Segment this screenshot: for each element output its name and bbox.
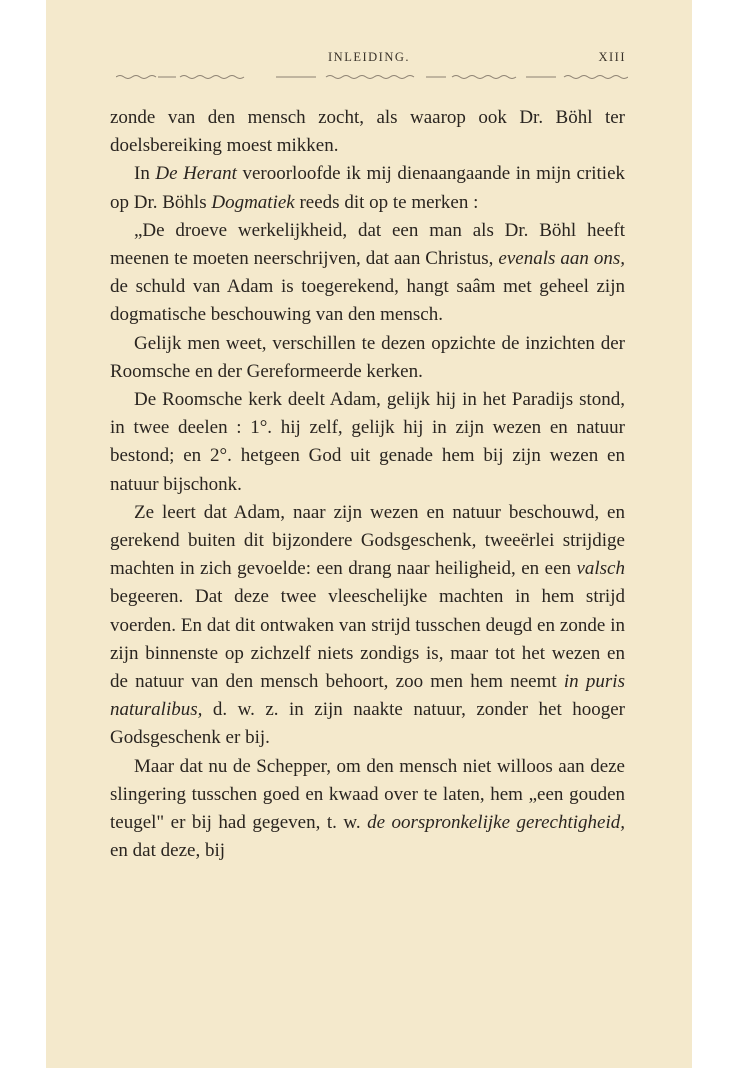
text-segment: d. w. z. in zijn naakte natuur, zonder het hooger Godsgeschenk er bij.	[110, 699, 625, 749]
text-segment: Ze leert dat Adam, naar zijn wezen en natuur beschouwd, en gerekend buiten dit bijzondere Godsgeschenk, tweeërlei strijdige machten in zich gevoelde: een drang naar heiligheid, en een	[110, 501, 625, 580]
text-segment: reeds dit op te merken :	[294, 191, 479, 213]
paragraph-1	[110, 104, 625, 160]
text-segment: de schuld van Adam is toegerekend, hangt saâm met geheel zijn dogmatische beschouwing van den mensch.	[110, 276, 625, 326]
text-segment: „De droeve werkelijkheid, dat een man als Dr. Böhl heeft meenen te moeten neerschrijven, dat aan Christus,	[110, 219, 625, 270]
page-number: XIII	[598, 50, 626, 64]
running-title: INLEIDING.	[328, 50, 410, 64]
italic-phrase: Dogmatiek	[211, 191, 295, 213]
paragraph-5	[110, 386, 625, 499]
text-segment: Gelijk men weet, verschillen te dezen opzichte de inzichten der Roomsche en der Gereformeerde kerken.	[110, 332, 625, 382]
italic-phrase: in puris naturalibus,	[110, 671, 625, 721]
paragraph-2	[110, 160, 625, 216]
book-page	[46, 0, 692, 1068]
paragraph-6	[110, 499, 625, 753]
paragraph-4	[110, 330, 625, 386]
paragraph-7	[110, 753, 625, 866]
text-segment: De Roomsche kerk deelt Adam, gelijk hij in het Paradijs stond, in twee deelen : 1°. hij zelf, gelijk hij in zijn wezen en natuur bestond; en 2°. hetgeen God uit genade hem bij zijn wezen en natuur bijschonk.	[110, 389, 625, 495]
header-ornament-rule	[116, 70, 628, 82]
text-segment: In	[134, 163, 156, 185]
italic-phrase: de oorspronkelijke gerechtigheid,	[367, 812, 625, 834]
text-segment: zonde van den mensch zocht, als waarop ook Dr. Böhl ter doelsbereiking moest mikken.	[110, 107, 625, 157]
text-segment: Maar dat nu de Schepper, om den mensch niet willoos aan deze slingering tusschen goed en kwaad over te laten, hem „een gouden teugel" er bij had gegeven, t. w.	[110, 755, 625, 834]
paragraph-3	[110, 217, 625, 330]
italic-phrase: evenals aan ons,	[498, 248, 625, 270]
text-segment: veroorloofde ik mij dienaangaande in mijn critiek op Dr. Böhls	[110, 163, 625, 213]
page-header	[112, 50, 626, 70]
italic-phrase: valsch	[576, 558, 625, 580]
text-segment: begeeren. Dat deze twee vleeschelijke machten in hem strijd voerden. En dat dit ontwaken van strijd tusschen deugd en zonde in zijn binnenste op zichzelf niets zondigs is, maar tot het wezen en de natuur van den mensch behoort, zoo men hem neemt	[110, 586, 625, 693]
body-text	[110, 104, 625, 865]
italic-phrase: De Herant	[155, 163, 237, 185]
text-segment: en dat deze, bij	[110, 840, 226, 862]
